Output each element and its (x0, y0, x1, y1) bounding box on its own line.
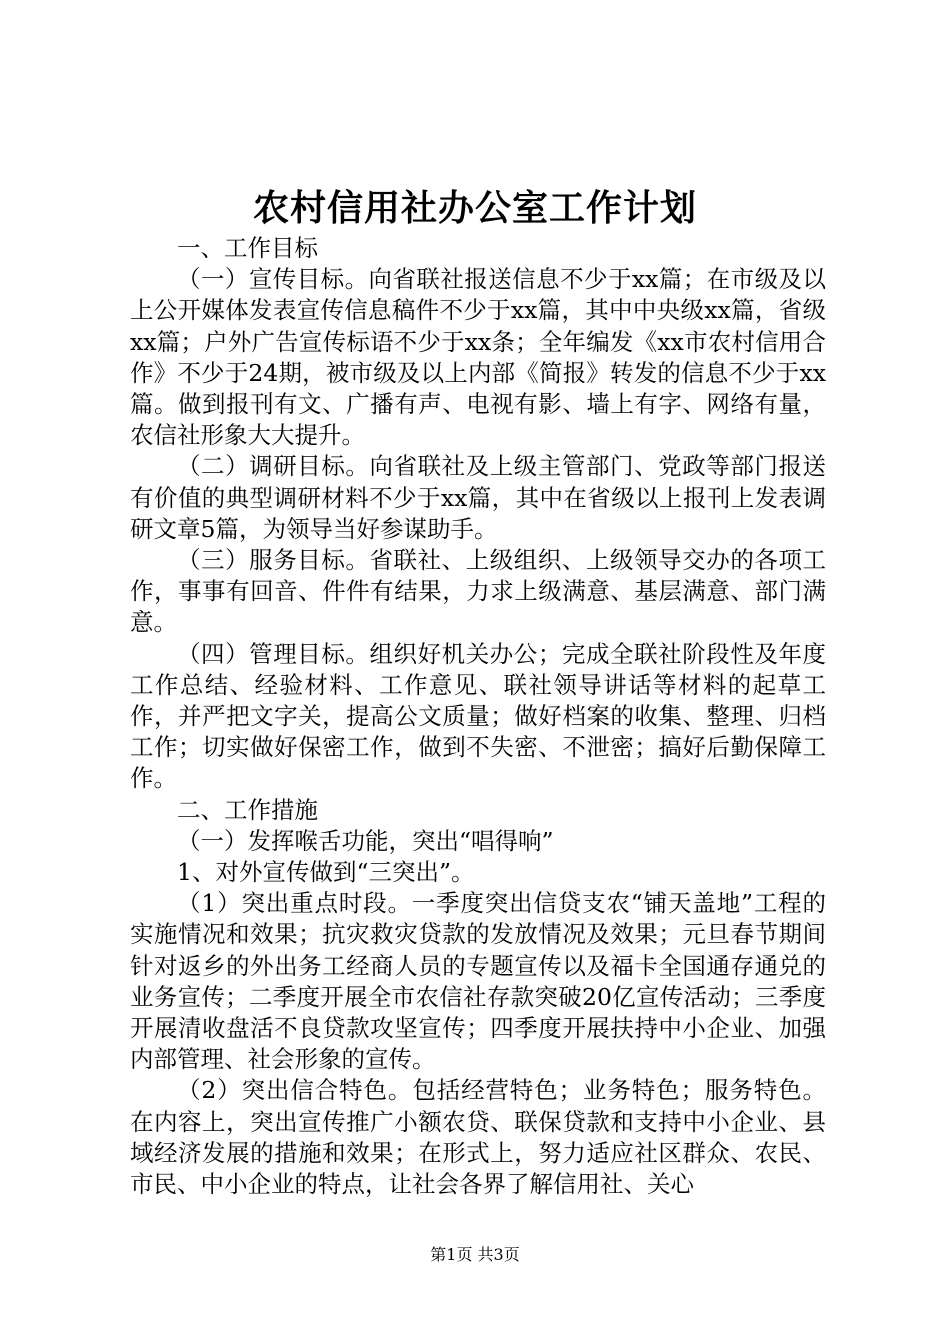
subheading-mouthpiece: （一）发挥喉舌功能，突出“唱得响” (177, 826, 554, 855)
paragraph-key-periods: （1）突出重点时段。一季度突出信贷支农“铺天盖地”工程的实施情况和效果；抗灾救灾贷款的发放情况及效果；元旦春节期间针对返乡的外出务工经商人员的专题宣传以及福卡全国通存通兑的业务宣传；二季度开展全市农信社存款突破20亿宣传活动；三季度开展清收盘活不良贷款攻坚宣传；四季度开展扶持中小企业、加强内部管理、社会形象的宣传。 (130, 889, 826, 1074)
page-footer: 第1页 共3页 (430, 1245, 520, 1264)
document-body (130, 233, 826, 1200)
paragraph-service-goal: （三）服务目标。省联社、上级组织、上级领导交办的各项工作，事事有回音、件件有结果，力求上级满意、基层满意、部门满意。 (130, 546, 826, 637)
paragraph-research-goal: （二）调研目标。向省联社及上级主管部门、党政等部门报送有价值的典型调研材料不少于xx篇，其中在省级以上报刊上发表调研文章5篇，为领导当好参谋助手。 (130, 452, 826, 543)
section-heading-goals: 一、工作目标 (177, 234, 318, 262)
paragraph-management-goal: （四）管理目标。组织好机关办公；完成全联社阶段性及年度工作总结、经验材料、工作意见、联社领导讲话等材料的起草工作，并严把文字关，提高公文质量；做好档案的收集、整理、归档工作；切实做好保密工作，做到不失密、不泄密；搞好后勤保障工作。 (130, 639, 826, 793)
subheading-external-publicity: 1、对外宣传做到“三突出”。 (177, 858, 475, 887)
paragraph-publicity-goal: （一）宣传目标。向省联社报送信息不少于xx篇；在市级及以上公开媒体发表宣传信息稿件不少于xx篇，其中中央级xx篇，省级xx篇；户外广告宣传标语不少于xx条；全年编发《xx市农村信用合作》不少于24期，被市级及以上内部《简报》转发的信息不少于xx篇。做到报刊有文、广播有声、电视有影、墙上有字、网络有量，农信社形象大大提升。 (130, 265, 826, 450)
document-title: 农村信用社办公室工作计划 (252, 187, 697, 229)
paragraph-features: （2）突出信合特色。包括经营特色；业务特色；服务特色。在内容上，突出宣传推广小额农贷、联保贷款和支持中小企业、县域经济发展的措施和效果；在形式上，努力适应社区群众、农民、市民、中小企业的特点，让社会各界了解信用社、关心 (130, 1076, 826, 1199)
section-heading-measures: 二、工作措施 (177, 795, 318, 824)
